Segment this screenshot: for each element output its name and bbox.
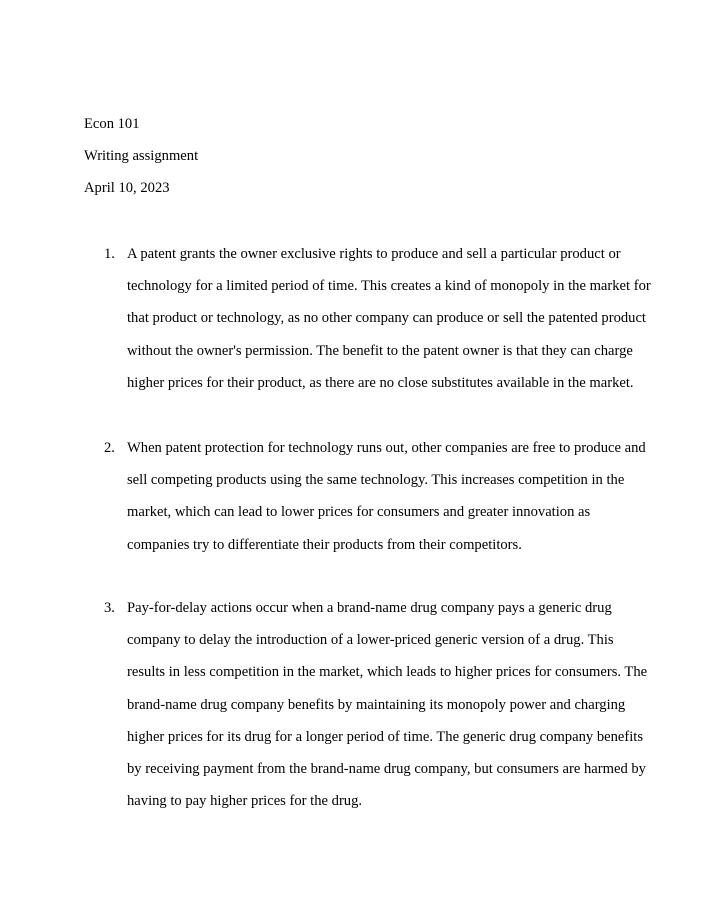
text-line: without the owner's permission. The benefit to the patent owner is that they can charge — [127, 342, 633, 359]
text-line: sell competing products using the same technology. This increases competition in the — [127, 472, 625, 489]
list-item-number: 1. — [104, 246, 115, 262]
text-line: by receiving payment from the brand-name drug company, but consumers are harmed by — [127, 761, 646, 778]
text-line: that product or technology, as no other company can produce or sell the patented product — [127, 310, 646, 327]
text-line: A patent grants the owner exclusive rights to produce and sell a particular product or — [127, 246, 621, 262]
list-item-number: 3. — [104, 600, 115, 616]
assignment-date: April 10, 2023 — [84, 180, 170, 196]
text-line: results in less competition in the market, which leads to higher prices for consumers. The — [127, 664, 648, 681]
text-line: market, which can lead to lower prices for consumers and greater innovation as — [127, 504, 591, 521]
list-item-text — [127, 238, 651, 399]
text-line: Pay-for-delay actions occur when a brand-name drug company pays a generic drug — [127, 600, 612, 616]
text-line: brand-name drug company benefits by maintaining its monopoly power and charging — [127, 696, 626, 713]
course-name: Econ 101 — [84, 116, 140, 132]
text-line: having to pay higher prices for the drug. — [127, 793, 363, 810]
text-line: higher prices for their product, as there are no close substitutes available in the market. — [127, 374, 634, 391]
assignment-title: Writing assignment — [84, 148, 199, 164]
text-line: companies try to differentiate their products from their competitors. — [127, 536, 522, 553]
list-item-number: 2. — [104, 440, 115, 456]
list-item-text — [127, 592, 648, 817]
text-line: technology for a limited period of time. This creates a kind of monopoly in the market for — [127, 278, 651, 295]
text-line: When patent protection for technology runs out, other companies are free to produce and — [127, 440, 646, 456]
text-line: higher prices for its drug for a longer period of time. The generic drug company benefits — [127, 728, 644, 745]
list-item-text — [127, 432, 646, 561]
text-line: company to delay the introduction of a lower-priced generic version of a drug. This — [127, 632, 614, 649]
